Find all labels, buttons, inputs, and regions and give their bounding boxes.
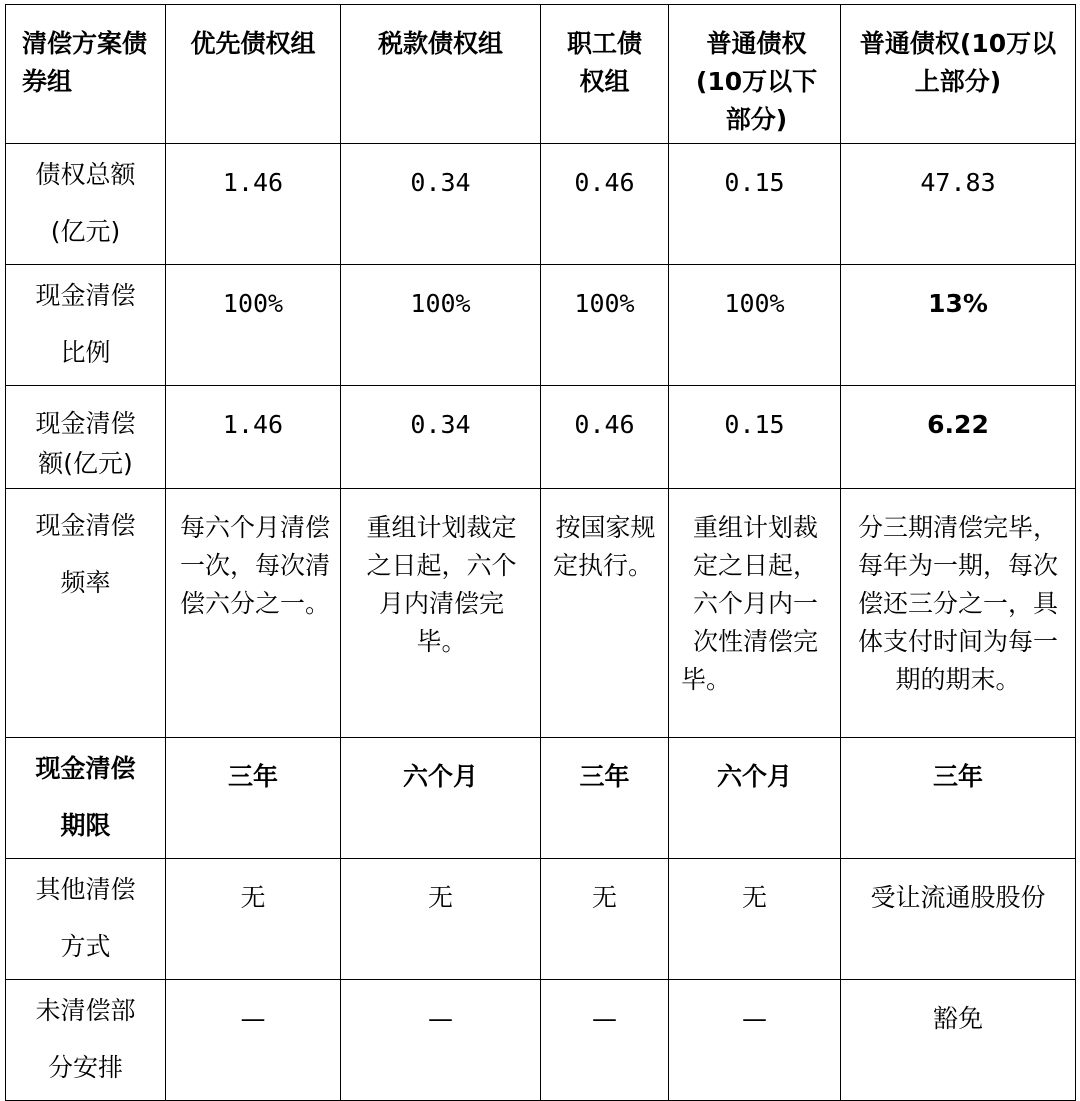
table-cell: 按国家规定执行。 bbox=[541, 489, 669, 738]
row-label-cash-amount: 现金清偿额(亿元) bbox=[6, 386, 166, 489]
table-cell: 1.46 bbox=[166, 386, 341, 489]
row-label-total-claims: 债权总额(亿元) bbox=[6, 144, 166, 265]
row-label-cash-ratio: 现金清偿比例 bbox=[6, 265, 166, 386]
table-row bbox=[6, 980, 1076, 1101]
table-cell: 豁免 bbox=[841, 980, 1076, 1101]
table-cell: — bbox=[341, 980, 541, 1101]
header-row bbox=[6, 5, 1076, 144]
row-label-cash-frequency: 现金清偿频率 bbox=[6, 489, 166, 738]
table-cell: 100% bbox=[166, 265, 341, 386]
table-row bbox=[6, 265, 1076, 386]
table-cell: 0.15 bbox=[669, 144, 841, 265]
table-cell: 100% bbox=[669, 265, 841, 386]
header-employee-group: 职工债权组 bbox=[541, 5, 669, 144]
table-cell: 六个月 bbox=[669, 738, 841, 859]
table-row bbox=[6, 489, 1076, 738]
table-cell: 三年 bbox=[541, 738, 669, 859]
table-cell: 重组计划裁定之日起，六个月内清偿完毕。 bbox=[341, 489, 541, 738]
table-cell: 无 bbox=[341, 859, 541, 980]
table-cell: 每六个月清偿一次，每次清偿六分之一。 bbox=[166, 489, 341, 738]
table-cell: 无 bbox=[669, 859, 841, 980]
row-label-cash-term: 现金清偿期限 bbox=[6, 738, 166, 859]
header-priority-group: 优先债权组 bbox=[166, 5, 341, 144]
table-cell: 0.34 bbox=[341, 144, 541, 265]
header-ordinary-over-100k: 普通债权(10万以上部分) bbox=[841, 5, 1076, 144]
table-cell: — bbox=[669, 980, 841, 1101]
table-cell: 1.46 bbox=[166, 144, 341, 265]
row-label-other-methods: 其他清偿方式 bbox=[6, 859, 166, 980]
table-cell: 无 bbox=[541, 859, 669, 980]
header-ordinary-under-100k: 普通债权(10万以下部分) bbox=[669, 5, 841, 144]
table-cell: 0.34 bbox=[341, 386, 541, 489]
table-row bbox=[6, 144, 1076, 265]
table-cell: 13% bbox=[841, 265, 1076, 386]
table-cell: 100% bbox=[541, 265, 669, 386]
debt-repayment-table bbox=[5, 4, 1076, 1101]
table-cell: — bbox=[541, 980, 669, 1101]
table-cell: 6.22 bbox=[841, 386, 1076, 489]
header-tax-group: 税款债权组 bbox=[341, 5, 541, 144]
table-cell: 三年 bbox=[841, 738, 1076, 859]
table-cell: 0.15 bbox=[669, 386, 841, 489]
table-cell: 六个月 bbox=[341, 738, 541, 859]
table-cell: 0.46 bbox=[541, 144, 669, 265]
table-cell: 分三期清偿完毕，每年为一期，每次偿还三分之一，具体支付时间为每一期的期末。 bbox=[841, 489, 1076, 738]
table-cell: 重组计划裁定之日起，六个月内一次性清偿完毕。 bbox=[669, 489, 841, 738]
row-label-unpaid-arrangement: 未清偿部分安排 bbox=[6, 980, 166, 1101]
table-row bbox=[6, 738, 1076, 859]
table-row bbox=[6, 386, 1076, 489]
table-cell: 受让流通股股份 bbox=[841, 859, 1076, 980]
table-cell: 三年 bbox=[166, 738, 341, 859]
table-cell: 0.46 bbox=[541, 386, 669, 489]
table-cell: 100% bbox=[341, 265, 541, 386]
table-row bbox=[6, 859, 1076, 980]
table-cell: — bbox=[166, 980, 341, 1101]
table-cell: 47.83 bbox=[841, 144, 1076, 265]
header-scheme-group: 清偿方案债券组 bbox=[6, 5, 166, 144]
table-cell: 无 bbox=[166, 859, 341, 980]
